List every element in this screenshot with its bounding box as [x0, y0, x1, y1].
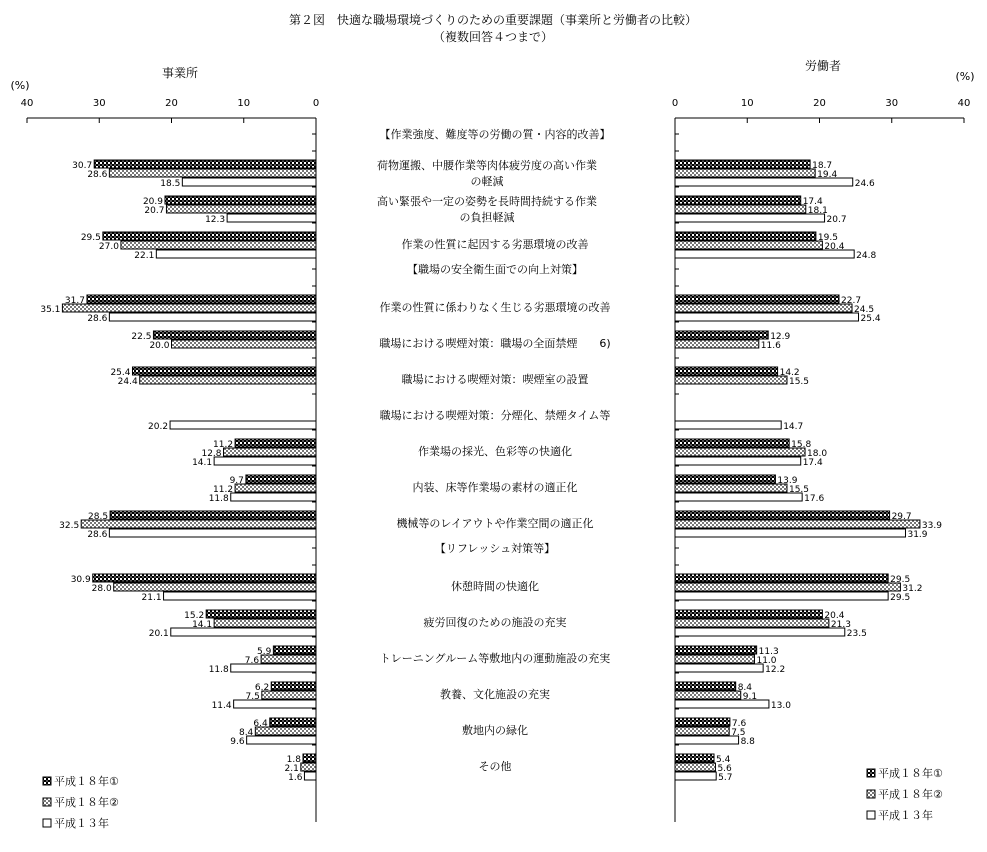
right-value-label: 18.7 [812, 161, 833, 171]
right-bar-dark [675, 331, 768, 339]
right-bar-dark [675, 646, 757, 654]
right-value-label: 17.4 [802, 197, 823, 207]
right-value-label: 18.1 [807, 206, 828, 216]
category-label: 高い緊張や一定の姿勢を長時間持続する作業 [377, 195, 597, 208]
category-label: 疲労回復のための施設の充実 [423, 616, 567, 629]
left-value-label: 6.2 [254, 683, 270, 693]
left-bar-dark [206, 610, 316, 618]
right-value-label: 11.6 [760, 341, 781, 351]
right-bar-light [675, 304, 852, 312]
left-bar-light [81, 520, 316, 528]
right-value-label: 13.0 [770, 701, 791, 711]
right-value-label: 20.7 [826, 215, 847, 225]
right-bar-dark [675, 439, 789, 447]
left-bar-dark [94, 160, 316, 168]
left-bar-dark [103, 232, 316, 240]
right-value-label: 7.6 [731, 719, 747, 729]
category-label: 敷地内の緑化 [462, 724, 528, 737]
right-value-label: 15.8 [791, 440, 812, 450]
left-bar-dark [303, 754, 316, 762]
right-bar-white [675, 493, 802, 501]
left-value-label: 20.1 [148, 629, 169, 639]
section-label: 【リフレッシュ対策等】 [434, 542, 556, 555]
left-value-label: 11.2 [213, 440, 234, 450]
left-value-label: 30.9 [70, 575, 91, 585]
left-bar-white [231, 664, 316, 672]
right-bar-light [675, 763, 715, 771]
left-value-label: 1.8 [286, 755, 301, 765]
left-bar-dark [93, 574, 316, 582]
category-label: の軽減 [470, 175, 504, 188]
left-value-label: 15.2 [184, 611, 205, 621]
left-bar-light [301, 763, 316, 771]
right-bar-dark [675, 295, 839, 303]
right-bar-dark [675, 574, 888, 582]
section-label: 【作業強度、難度等の労働の質・内容的改善】 [379, 128, 611, 141]
right-value-label: 24.5 [854, 305, 875, 315]
right-value-label: 17.6 [804, 494, 825, 504]
legend-left [43, 774, 119, 830]
left-value-label: 1.6 [288, 773, 303, 783]
right-bar-light [675, 691, 741, 699]
left-bar-light [235, 484, 316, 492]
left-bar-dark [273, 646, 316, 654]
left-value-label: 6.4 [253, 719, 268, 729]
right-bar-light [675, 340, 759, 348]
left-value-label: 25.4 [110, 368, 131, 378]
left-bar-white [164, 592, 316, 600]
right-value-label: 5.7 [718, 773, 733, 783]
category-label: 作業場の採光、色彩等の快適化 [418, 445, 572, 458]
right-unit-label: (%) [955, 70, 975, 83]
legend-swatch-white [867, 811, 875, 819]
left-bar-white [109, 529, 316, 537]
left-value-label: 22.1 [134, 251, 155, 261]
left-bar-light [121, 241, 316, 249]
right-value-label: 29.5 [890, 575, 911, 585]
left-tick-label: 10 [237, 98, 251, 109]
right-bar-dark [675, 367, 778, 375]
right-bar-light [675, 520, 920, 528]
right-value-label: 29.5 [890, 593, 911, 603]
left-bar-white [156, 250, 316, 258]
left-bar-white [247, 736, 316, 744]
chart-title: 第２図 快適な職場環境づくりのための重要課題（事業所と労働者の比較） [288, 13, 698, 27]
left-value-label: 29.5 [80, 233, 101, 243]
left-value-label: 7.6 [244, 656, 260, 666]
left-value-label: 12.8 [201, 449, 222, 459]
legend-swatch-dark [43, 777, 51, 785]
legend-swatch-white [43, 819, 51, 827]
category-label: 作業の性質に係わりなく生じる劣悪環境の改善 [379, 301, 611, 314]
right-bar-dark [675, 232, 816, 240]
left-value-label: 28.6 [87, 170, 108, 180]
legend-swatch-light [43, 798, 51, 806]
left-bar-dark [271, 682, 316, 690]
right-value-label: 5.4 [716, 755, 731, 765]
right-value-label: 23.5 [846, 629, 867, 639]
right-bar-white [675, 529, 905, 537]
category-label: 作業の性質に起因する劣悪環境の改善 [401, 238, 589, 251]
left-bar-white [214, 457, 316, 465]
right-value-label: 12.2 [765, 665, 786, 675]
left-bar-light [262, 691, 316, 699]
right-bar-dark [675, 511, 890, 519]
right-value-label: 13.9 [777, 476, 798, 486]
right-value-label: 8.8 [740, 737, 755, 747]
left-value-label: 20.0 [149, 341, 170, 351]
right-value-label: 14.7 [783, 422, 804, 432]
right-value-label: 7.5 [731, 728, 746, 738]
right-value-label: 24.8 [856, 251, 877, 261]
left-value-label: 11.2 [213, 485, 234, 495]
right-bar-white [675, 736, 739, 744]
left-value-label: 21.1 [141, 593, 162, 603]
right-value-label: 25.4 [860, 314, 881, 324]
left-bar-light [172, 340, 317, 348]
right-value-label: 14.2 [779, 368, 800, 378]
left-value-label: 2.1 [284, 764, 299, 774]
right-bar-light [675, 205, 806, 213]
left-value-label: 18.5 [160, 179, 181, 189]
left-value-label: 31.7 [64, 296, 85, 306]
category-label: 職場における喫煙対策：分煙化、禁煙タイム等 [379, 409, 611, 422]
right-value-label: 20.4 [824, 611, 845, 621]
left-bar-dark [165, 196, 316, 204]
left-panel-title: 事業所 [161, 66, 199, 80]
right-value-label: 15.5 [788, 377, 810, 387]
left-tick-label: 0 [312, 98, 320, 109]
left-bar-dark [246, 475, 316, 483]
right-bar-light [675, 484, 787, 492]
left-value-label: 28.0 [91, 584, 112, 594]
left-tick-label: 20 [165, 98, 178, 109]
left-bar-light [140, 376, 316, 384]
right-value-label: 31.9 [907, 530, 928, 540]
right-value-label: 15.5 [788, 485, 810, 495]
right-bar-dark [675, 610, 822, 618]
right-bar-dark [675, 475, 775, 483]
left-bar-dark [87, 295, 316, 303]
legend-label: 平成１８年② [878, 788, 943, 801]
right-bar-light [675, 727, 729, 735]
right-value-label: 19.5 [817, 233, 838, 243]
left-value-label: 9.6 [230, 737, 245, 747]
left-value-label: 28.6 [87, 314, 108, 324]
left-bar-white [304, 772, 316, 780]
left-value-label: 11.4 [211, 701, 232, 711]
right-bar-light [675, 583, 900, 591]
left-bar-white [182, 178, 316, 186]
left-bar-light [114, 583, 316, 591]
right-bar-light [675, 448, 805, 456]
right-bar-white [675, 664, 763, 672]
legend-label: 平成１３年 [878, 809, 933, 822]
left-bar-white [109, 313, 316, 321]
legend-swatch-light [867, 790, 875, 798]
legend-label: 平成１３年 [54, 817, 109, 830]
right-tick-label: 20 [813, 98, 826, 109]
left-tick-label: 30 [92, 98, 106, 109]
left-bar-dark [235, 439, 316, 447]
left-bar-light [214, 619, 316, 627]
right-tick-label: 0 [671, 98, 679, 109]
left-value-label: 24.4 [117, 377, 138, 387]
left-value-label: 30.7 [72, 161, 93, 171]
left-value-label: 14.1 [192, 458, 213, 468]
right-bar-dark [675, 196, 801, 204]
right-value-label: 29.7 [891, 512, 912, 522]
left-tick-label: 40 [20, 98, 34, 109]
right-value-label: 9.1 [742, 692, 758, 702]
right-value-label: 22.7 [841, 296, 862, 306]
left-value-label: 8.4 [238, 728, 254, 738]
right-bar-white [675, 421, 781, 429]
section-label: 【職場の安全衛生面での向上対策】 [407, 263, 583, 276]
chart-subtitle: （複数回答４つまで） [432, 30, 554, 44]
right-bar-light [675, 169, 815, 177]
right-value-label: 5.6 [717, 764, 732, 774]
left-value-label: 5.9 [257, 647, 272, 657]
right-value-label: 11.0 [756, 656, 777, 666]
left-value-label: 22.5 [131, 332, 152, 342]
left-unit-label: (%) [10, 79, 30, 92]
left-bar-dark [110, 511, 316, 519]
right-bar-light [675, 655, 754, 663]
right-bar-light [675, 619, 829, 627]
category-label: トレーニングルーム等敷地内の運動施設の充実 [379, 652, 611, 665]
right-panel-title: 労働者 [804, 59, 842, 73]
left-value-label: 11.8 [208, 665, 229, 675]
right-bar-white [675, 214, 825, 222]
right-tick-label: 30 [885, 98, 899, 109]
left-value-label: 32.5 [59, 521, 80, 531]
right-bar-dark [675, 754, 714, 762]
right-value-label: 11.3 [758, 647, 779, 657]
right-bar-white [675, 592, 888, 600]
category-label: 機械等のレイアウトや作業空間の適正化 [396, 517, 594, 530]
right-value-label: 19.4 [817, 170, 838, 180]
right-bar-light [675, 376, 787, 384]
left-bar-light [224, 448, 316, 456]
right-value-label: 18.0 [807, 449, 828, 459]
left-value-label: 7.5 [245, 692, 260, 702]
left-value-label: 20.2 [148, 422, 169, 432]
legend-label: 平成１８年① [878, 767, 943, 780]
category-label: 教養、文化施設の充実 [440, 688, 550, 701]
right-value-label: 12.9 [770, 332, 791, 342]
left-bar-light [62, 304, 316, 312]
right-value-label: 17.4 [802, 458, 823, 468]
legend-right [867, 766, 943, 822]
right-value-label: 31.2 [902, 584, 923, 594]
right-value-label: 33.9 [921, 521, 942, 531]
left-bar-light [109, 169, 316, 177]
right-bar-white [675, 628, 845, 636]
left-bar-white [227, 214, 316, 222]
right-bar-dark [675, 682, 736, 690]
right-tick-label: 10 [740, 98, 754, 109]
left-bar-dark [153, 331, 316, 339]
right-bar-light [675, 241, 822, 249]
legend-swatch-dark [867, 769, 875, 777]
category-label: 職場における喫煙対策：喫煙室の設置 [401, 373, 589, 386]
right-bar-white [675, 457, 801, 465]
category-label: 休憩時間の快適化 [451, 580, 539, 593]
right-value-label: 8.4 [737, 683, 753, 693]
category-label: 荷物運搬、中腰作業等肉体疲労度の高い作業 [377, 159, 597, 172]
category-label: の負担軽減 [459, 211, 515, 224]
legend-label: 平成１８年① [54, 775, 119, 788]
left-bar-light [166, 205, 316, 213]
right-bar-dark [675, 160, 810, 168]
left-value-label: 28.6 [87, 530, 108, 540]
left-bar-white [170, 421, 316, 429]
category-label: 職場における喫煙対策：職場の全面禁煙 6) [379, 337, 611, 350]
right-bar-white [675, 772, 716, 780]
left-value-label: 20.9 [142, 197, 163, 207]
left-bar-white [231, 493, 316, 501]
left-value-label: 14.1 [192, 620, 213, 630]
left-value-label: 9.7 [229, 476, 244, 486]
left-value-label: 28.5 [88, 512, 109, 522]
left-value-label: 11.8 [208, 494, 229, 504]
category-label: その他 [478, 760, 512, 773]
left-bar-dark [132, 367, 316, 375]
left-value-label: 12.3 [205, 215, 226, 225]
left-value-label: 27.0 [98, 242, 119, 252]
legend-label: 平成１８年② [54, 796, 119, 809]
right-value-label: 20.4 [824, 242, 845, 252]
category-label: 内装、床等作業場の素材の適正化 [412, 481, 578, 494]
left-value-label: 20.7 [144, 206, 165, 216]
right-bar-dark [675, 718, 730, 726]
right-value-label: 21.3 [830, 620, 851, 630]
left-bar-dark [270, 718, 316, 726]
right-bar-white [675, 313, 859, 321]
left-value-label: 35.1 [40, 305, 61, 315]
right-tick-label: 40 [957, 98, 971, 109]
right-value-label: 24.6 [854, 179, 875, 189]
